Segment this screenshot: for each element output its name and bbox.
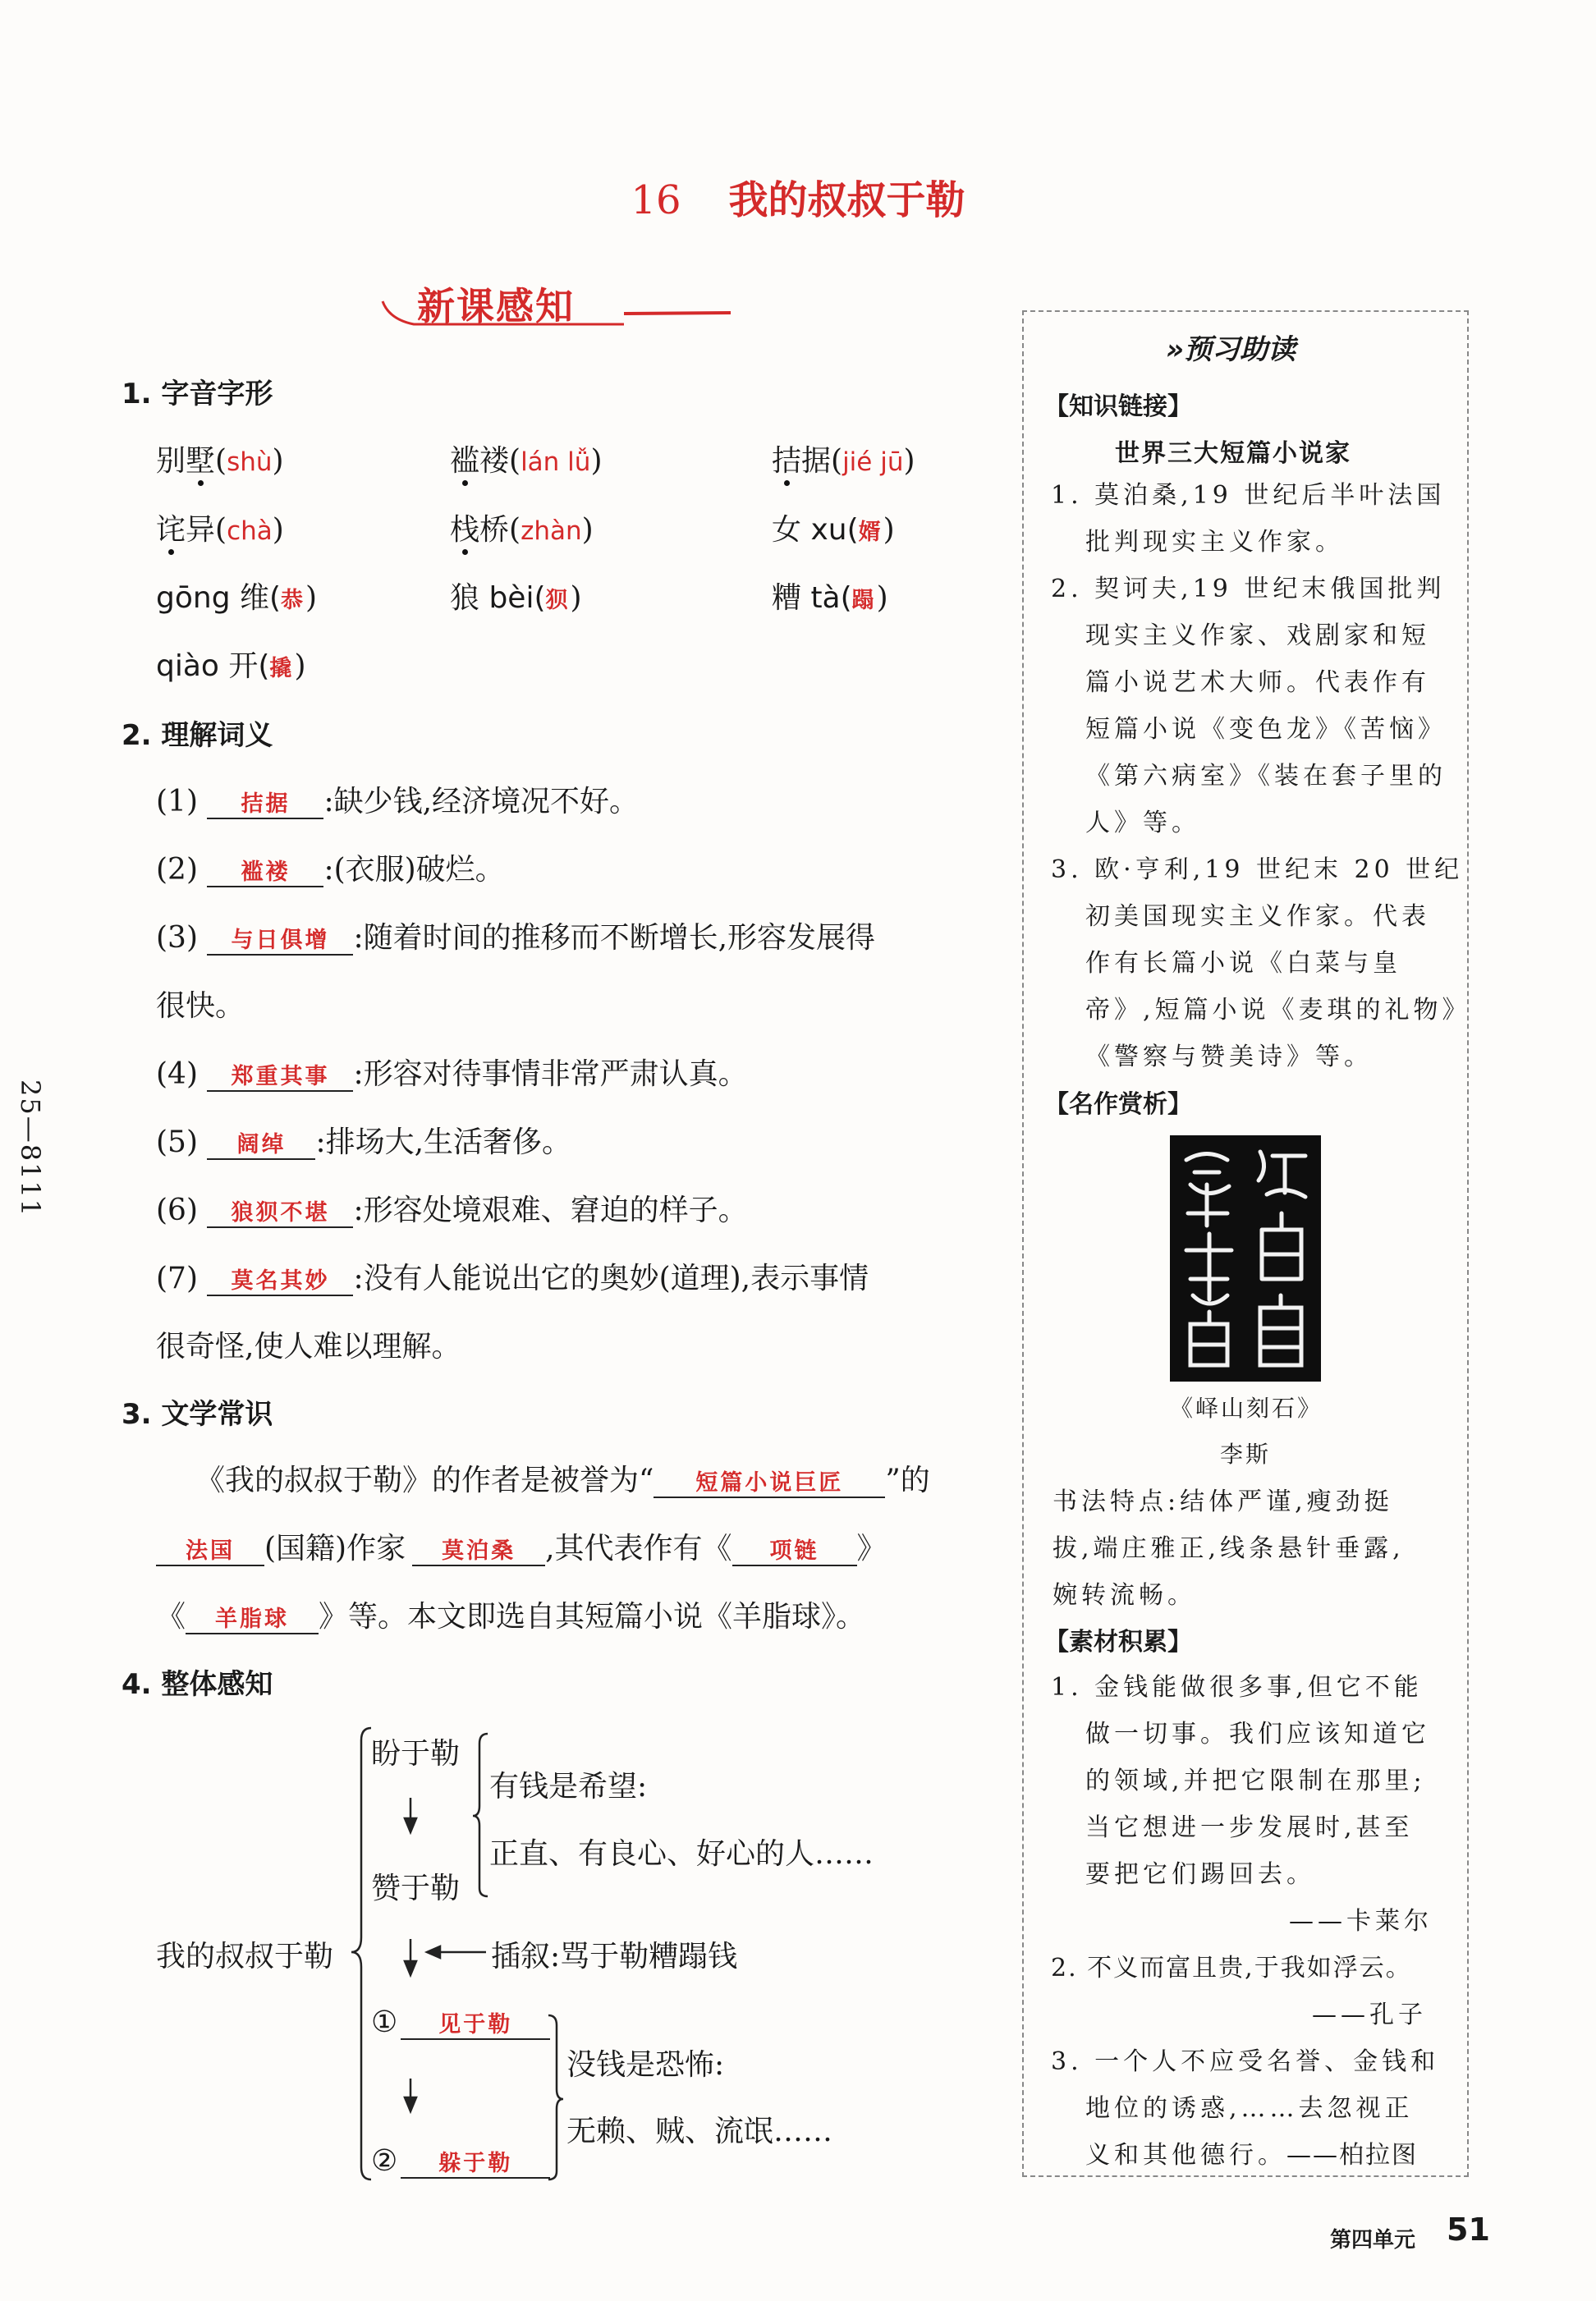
banner-label: 新课感知 [417,284,575,328]
masterpiece-text: 书法特点:结体严谨,瘦劲挺 拔,端庄雅正,线条悬针垂露, 婉转流畅。 [1053,1487,1405,1610]
answer: 躲于勒 [401,2145,550,2179]
pinyin-item: 别墅(shù) [156,444,284,478]
answer: 郑重其事 [207,1058,353,1092]
answer: 项链 [732,1533,857,1566]
mindmap-group2-b: 无赖、贼、流氓…… [566,2115,833,2148]
literature-line-2: 法国 (国籍)作家 莫泊桑 ,其代表作有《 项链 》 [156,1525,887,1567]
vocab-item: (7) 莫名其妙 :没有人能说出它的奥妙(道理),表示事情 [156,1262,869,1295]
knowledge-title: 【知识链接】 [1044,392,1192,421]
mindmap-insert: 插叙:骂于勒糟蹋钱 [491,1940,738,1973]
vocab-continuation: 很快。 [156,989,245,1023]
answer: 见于勒 [401,2006,550,2040]
calligraphy-strokes-icon [1170,1135,1321,1382]
answer: 狼狈不堪 [207,1194,353,1228]
pinyin-item: 糟 tà(蹋) [772,581,888,615]
pinyin-item: 褴褛(lán lǚ) [450,444,603,478]
literature-line-3: 《 羊脂球 》等。本文即选自其短篇小说《羊脂球》。 [156,1600,866,1634]
answer: 婿 [858,520,883,545]
pinyin-item: 栈桥(zhàn) [450,513,594,547]
material-item-1: 1. 金钱能做很多事,但它不能 做一切事。我们应该知道它 的领域,并把它限制在那里; 当它想进一步发展时,甚至 要把它们踢回去。 [1051,1673,1430,1889]
pinyin-item: gōng 维(恭) [156,581,318,615]
answer: 褴褛 [207,854,323,887]
mindmap-node-2: 赞于勒 [371,1872,461,1905]
answer: zhàn [521,516,582,546]
section-heading-1: 1. 字音字形 [122,378,273,410]
answer: 莫泊桑 [412,1533,545,1566]
material-title: 【素材积累】 [1044,1628,1192,1657]
answer: chà [227,516,273,546]
mindmap-group2-a: 没钱是恐怖: [566,2048,725,2082]
pinyin-item: 诧异(chà) [156,513,284,547]
answer: 撬 [269,656,295,681]
vocab-item: (6) 狼狈不堪 :形容处境艰难、窘迫的样子。 [156,1194,748,1227]
answer: 莫名其妙 [207,1263,353,1296]
pinyin-item: 女 xu(婿) [772,513,895,547]
material-item-2: 2. 不义而富且贵,于我如浮云。 [1051,1954,1412,1982]
vocab-item: (1) 拮据 :缺少钱,经济境况不好。 [156,785,640,818]
answer: 短篇小说巨匠 [654,1464,885,1498]
lesson-number: 16 [631,177,681,223]
knowledge-item-1: 1. 莫泊桑,19 世纪后半叶法国 批判现实主义作家。 [1051,481,1446,557]
mindmap-node-4: ② 躲于勒 [371,2144,550,2179]
pinyin-item: 拮据(jié jū) [772,444,915,478]
mindmap-node-1: 盼于勒 [371,1737,461,1771]
answer: shù [227,447,273,477]
literature-line-1: 《我的叔叔于勒》的作者是被誉为“ 短篇小说巨匠 ”的 [195,1464,930,1497]
mindmap-group1-b: 正直、有良心、好心的人…… [489,1837,874,1871]
double-chevron-icon: » [1166,333,1185,366]
vocab-item: (4) 郑重其事 :形容对待事情非常严肃认真。 [156,1057,748,1091]
answer: jié jū [842,447,904,477]
answer: 拮据 [207,786,323,819]
material-source-1: ——卡莱尔 [1289,1907,1433,1936]
material-source-3: ——柏拉图 [1286,2141,1418,2170]
sidebar-header: »预习助读 [1166,333,1296,366]
knowledge-item-3: 3. 欧·亨利,19 世纪末 20 世纪 初美国现实主义作家。代表 作有长篇小说《白菜与皇 帝》,短篇小说《麦琪的礼物》 《警察与赞美诗》等。 [1051,855,1471,1071]
answer: 恭 [281,588,306,613]
vocab-continuation: 很奇怪,使人难以理解。 [156,1330,461,1364]
section-heading-4: 4. 整体感知 [122,1668,273,1701]
answer: 与日俱增 [207,922,353,956]
lesson-title: 我的叔叔于勒 [728,177,965,223]
knowledge-subtitle: 世界三大短篇小说家 [1115,439,1351,468]
image-author: 李斯 [1219,1441,1271,1468]
footer-unit: 第四单元 [1330,2228,1416,2253]
answer: 狈 [545,588,571,613]
knowledge-item-2: 2. 契诃夫,19 世纪末俄国批判 现实主义作家、戏剧家和短 篇小说艺术大师。代表作有 短篇小说《变色龙》《苦恼》 《第六病室》《装在套子里的 人》等。 [1051,575,1447,837]
answer: 羊脂球 [186,1601,319,1634]
calligraphy-seal-image [1170,1135,1321,1382]
answer: 法国 [156,1533,264,1566]
vocab-item: (2) 褴褛 :(衣服)破烂。 [156,853,505,887]
answer: 阔绰 [207,1126,315,1160]
answer: lán lǚ [521,447,591,477]
vocab-item: (5) 阔绰 :排场大,生活奢侈。 [156,1125,572,1159]
pinyin-item: 狼 bèi(狈) [450,581,582,615]
pinyin-item: qiào 开(撬) [156,649,306,683]
vocab-item: (3) 与日俱增 :随着时间的推移而不断增长,形容发展得 [156,921,876,955]
answer: 蹋 [851,588,877,613]
section-heading-3: 3. 文学常识 [122,1398,273,1431]
material-source-2: ——孔子 [1312,2001,1427,2029]
mindmap-node-3: ① 见于勒 [371,2005,550,2040]
margin-code: 25—8111 [15,1079,46,1218]
mindmap-root: 我的叔叔于勒 [156,1940,334,1973]
page-number: 51 [1447,2212,1490,2248]
section-heading-2: 2. 理解词义 [122,719,273,752]
mindmap-group1-a: 有钱是希望: [489,1770,648,1804]
masterpiece-title: 【名作赏析】 [1044,1090,1192,1119]
material-item-3: 3. 一个人不应受名誉、金钱和 地位的诱惑,……去忽视正 义和其他德行。——柏拉图 [1051,2047,1440,2170]
image-caption: 《峄山刻石》 [1170,1395,1323,1422]
